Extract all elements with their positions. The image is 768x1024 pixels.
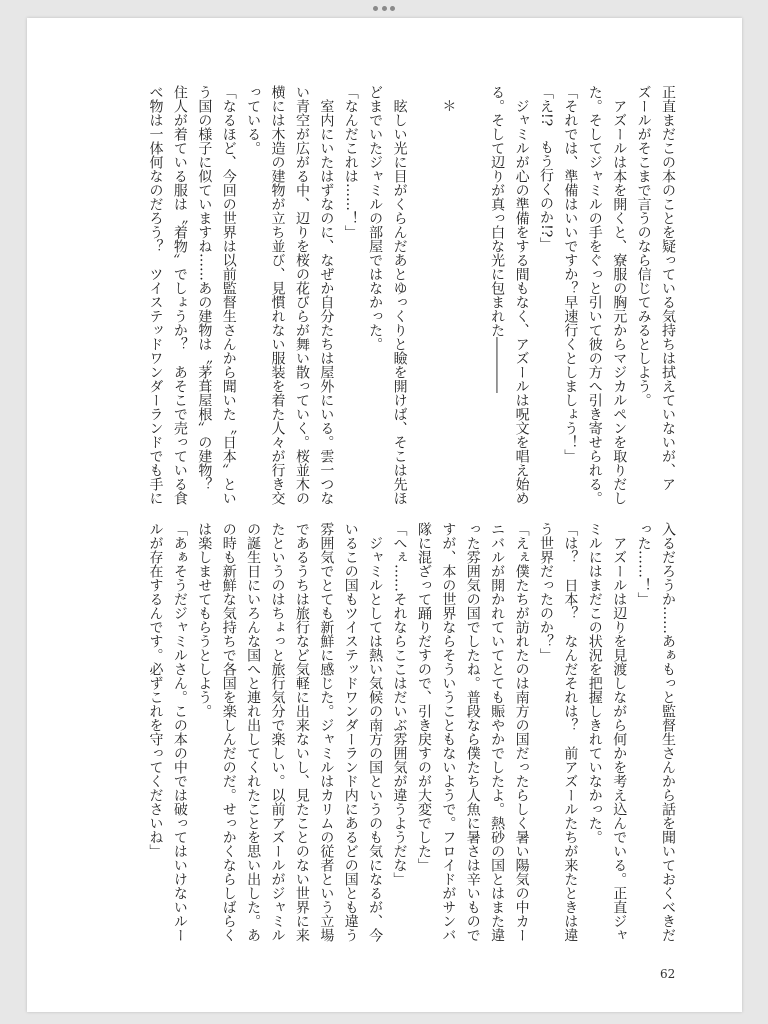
text-column: 入るだろうか……あぁもっと監督生さんから話を聞いておくべきだ: [660, 522, 676, 942]
text-column: 「は？ 日本？ なんだそれは？ 前アズールたちが来たときは違: [562, 522, 579, 942]
text-column: べ物は一体何なのだろう？ ツイステッドワンダーランドでも手に: [147, 85, 164, 505]
handle-dot: [382, 6, 387, 11]
text-column: た。そしてジャミルの手をぐっと引いて彼の方へ引き寄せられる。: [586, 85, 603, 505]
text-column: 「なんだこれは……！」: [342, 85, 359, 239]
text-column: 「へぇ……それならここはだいぶ雰囲気が違うようだな」: [391, 522, 408, 886]
text-column: 「え!? もう行くのか!?」: [537, 85, 554, 252]
text-column: の誕生日にいろんな国へと連れ出してくれたことを思い出した。あ: [245, 522, 262, 942]
text-column: る。そして辺りが真っ白な光に包まれた――――: [489, 85, 506, 393]
text-column: 「あぁそうだジャミルさん。この本の中では破ってはいけないルー: [171, 522, 188, 942]
scene-break-asterisk: ＊: [440, 99, 457, 113]
text-column: ミルにはまだこの状況を把握しきれていなかった。: [586, 522, 603, 844]
text-column: ジャミルとしては熱い気候の南方の国というのも気になるが、今: [367, 522, 384, 942]
text-column: であるうちは旅行など気軽に出来ないし、見たことのない世界に来: [293, 522, 310, 942]
text-column: は楽しませてもらうとしよう。: [196, 522, 213, 718]
text-block-bottom: [143, 522, 680, 954]
text-column: ズールがそこまで言うのなら信じてみるとしよう。: [635, 85, 652, 407]
text-column: ルが存在するんです。必ずこれを守ってくださいね」: [147, 522, 164, 858]
text-column: 横には木造の建物が立ち並び、見慣れない服装を着た人々が行き交: [269, 85, 286, 505]
text-column: たというのはちょっと旅行気分で楽しい。以前アズールがジャミル: [269, 522, 286, 942]
column-spacer: [460, 85, 484, 517]
text-column: 室内にいたはずなのに、なぜか自分たちは屋外にいる。雲一つな: [318, 85, 335, 505]
more-dots-icon[interactable]: [373, 5, 395, 11]
text-column: ジャミルが心の準備をする間もなく、アズールは呪文を唱え始め: [513, 85, 530, 505]
text-block-top: [143, 85, 680, 517]
text-column: う国の様子に似ていますね……あの建物は〝茅葺屋根〟の建物？: [196, 85, 213, 491]
text-column: 住人が着ている服は〝着物〟でしょうか？ あそこで売っている食: [171, 85, 188, 505]
column-spacer: [412, 85, 436, 517]
text-column: ニバルが開かれていてとても賑やかでしたよ。熱砂の国とはまた違: [489, 522, 506, 942]
text-column: 眩しい光に目がくらんだあとゆっくりと瞼を開けば、そこは先ほ: [391, 85, 408, 505]
text-column: どまでいたジャミルの部屋ではなかった。: [367, 85, 384, 351]
text-column: すが、本の世界ならそういうこともないようで。フロイドがサンバ: [440, 522, 457, 942]
text-column: う世界だったのか？」: [537, 522, 554, 662]
text-column: の時も新鮮な気持ちで各国を楽しんだのだ。せっかくならしばらく: [220, 522, 237, 942]
text-column: った雰囲気の国でしたね。普段なら僕たち人魚に暑さは辛いもので: [464, 522, 481, 942]
text-column: 「なるほど、今回の世界は以前監督生さんから聞いた〝日本〟とい: [220, 85, 237, 505]
handle-dot: [390, 6, 395, 11]
page-number: 62: [660, 967, 676, 981]
text-column: アズールは本を開くと、寮服の胸元からマジカルペンを取りだし: [611, 85, 628, 505]
text-column: った……！」: [635, 522, 652, 606]
text-column: 「えぇ僕たちが訪れたのは南方の国だったらしく暑い陽気の中カー: [513, 522, 530, 942]
text-column: アズールは辺りを見渡しながら何かを考え込んでいる。正直ジャ: [611, 522, 628, 942]
text-column: いるこの国もツイステッドワンダーランド内にあるどの国とも違う: [342, 522, 359, 942]
text-column: 隊に混ざって踊りだすので、引き戻すのが大変でした」: [415, 522, 432, 872]
text-column: っている。: [245, 85, 262, 155]
text-column: 雰囲気でとても新鮮に感じた。ジャミルはカリムの従者という立場: [318, 522, 335, 942]
text-column: い青空が広がる中、辺りを桜の花びらが舞い散っていく。桜並木の: [293, 85, 310, 505]
handle-dot: [373, 6, 378, 11]
text-column: 正直まだこの本のことを疑っている気持ちは拭えていないが、ア: [660, 85, 676, 491]
text-column: 「それでは、準備はいいですか？早速行くとしましょう！」: [562, 85, 579, 463]
